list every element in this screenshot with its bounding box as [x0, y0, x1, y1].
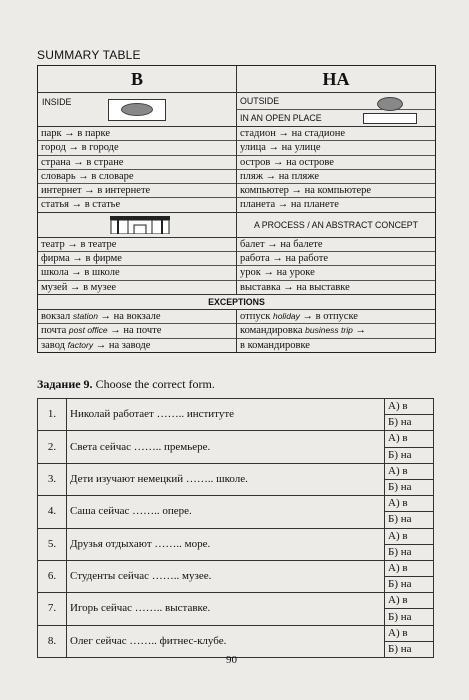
exercise-row: [38, 593, 434, 609]
list-item: словарь → в словаре: [38, 169, 236, 183]
list-item: планета → на планете: [237, 197, 435, 211]
exercise-number: 5.: [38, 528, 67, 560]
list-item: завод factory → на заводе: [38, 338, 236, 352]
option-b[interactable]: Б) на: [385, 577, 434, 593]
open-place-label: IN AN OPEN PLACE: [240, 113, 322, 123]
group1-right: [237, 127, 435, 212]
list-item: работа → на работе: [237, 251, 435, 265]
list-item: город → в городе: [38, 140, 236, 154]
list-item: страна → в стране: [38, 155, 236, 169]
exceptions-row: [38, 309, 435, 352]
task-instruction: Choose the correct form.: [92, 377, 215, 391]
list-item: в командировке: [237, 338, 435, 352]
exercise-number: 7.: [38, 593, 67, 625]
option-a[interactable]: А) в: [385, 399, 434, 415]
list-item: остров → на острове: [237, 155, 435, 169]
outside-label: OUTSIDE: [240, 96, 280, 106]
list-item: фирма → в фирме: [38, 251, 236, 265]
task-label: Задание 9.: [37, 377, 93, 391]
exercise-row: [38, 463, 434, 479]
inside-outside-row: [38, 92, 435, 126]
list-item: балет → на балете: [240, 238, 323, 250]
list-item: парк → в парке: [41, 128, 110, 139]
task-heading: [37, 377, 215, 392]
list-item: почта post office → на почте: [38, 323, 236, 337]
exceptions-left: [38, 310, 237, 352]
exercise-row: [38, 528, 434, 544]
list-item: пляж → на пляже: [237, 169, 435, 183]
group2-left: [38, 238, 237, 294]
inside-caption: [38, 93, 237, 126]
option-b[interactable]: Б) на: [385, 609, 434, 625]
exercise-row: [38, 625, 434, 641]
exercise-number: 8.: [38, 625, 67, 657]
exercise-sentence: Студенты сейчас …….. музее.: [67, 560, 385, 592]
list-item: выставка → на выставке: [237, 280, 435, 294]
page-number: 90: [226, 654, 237, 666]
option-b[interactable]: Б) на: [385, 479, 434, 495]
exercise-number: 3.: [38, 463, 67, 495]
list-item: улица → на улице: [237, 140, 435, 154]
summary-header-row: [38, 66, 435, 92]
list-item: статья → в статье: [38, 197, 236, 211]
option-b[interactable]: Б) на: [385, 447, 434, 463]
open-place-ellipse-icon: [377, 97, 403, 111]
list-item: интернет → в интернете: [38, 183, 236, 197]
exercise-sentence: Саша сейчас …….. опере.: [67, 496, 385, 528]
list-item: компьютер → на компьютере: [237, 183, 435, 197]
list-item: урок → на уроке: [237, 265, 435, 279]
list-item: стадион → на стадионе: [240, 128, 346, 139]
list-item: командировка business trip →: [237, 323, 435, 337]
group1-row: [38, 126, 435, 212]
open-place-rect-icon: [363, 113, 417, 124]
option-a[interactable]: А) в: [385, 431, 434, 447]
inside-label: INSIDE: [42, 97, 72, 107]
option-a[interactable]: А) в: [385, 463, 434, 479]
exceptions-header-row: [38, 294, 435, 309]
group2-right: [237, 238, 435, 294]
list-item: вокзал station → на вокзале: [41, 310, 161, 322]
inside-box-icon: [108, 99, 166, 121]
list-item: школа → в школе: [38, 265, 236, 279]
exercise-row: [38, 431, 434, 447]
exercise-number: 4.: [38, 496, 67, 528]
exercise-sentence: Света сейчас …….. премьере.: [67, 431, 385, 463]
list-item: музей → в музее: [38, 280, 236, 294]
option-a[interactable]: А) в: [385, 625, 434, 641]
summary-title: SUMMARY TABLE: [37, 48, 141, 62]
group1-left: [38, 127, 237, 212]
exercise-row: [38, 560, 434, 576]
option-b[interactable]: Б) на: [385, 512, 434, 528]
option-a[interactable]: А) в: [385, 528, 434, 544]
process-caption: A PROCESS / AN ABSTRACT CONCEPT: [253, 219, 419, 230]
exercise-row: [38, 496, 434, 512]
building-process-row: [38, 212, 435, 237]
group2-row: [38, 237, 435, 294]
summary-table: [37, 65, 436, 353]
exercise-sentence: Олег сейчас …….. фитнес-клубе.: [67, 625, 385, 657]
column-na-header: НА: [322, 68, 350, 89]
list-item: театр → в театре: [41, 238, 117, 250]
exercise-sentence: Дети изучают немецкий …….. школе.: [67, 463, 385, 495]
option-a[interactable]: А) в: [385, 593, 434, 609]
exceptions-label: EXCEPTIONS: [208, 296, 265, 307]
exercise-sentence: Игорь сейчас …….. выставке.: [67, 593, 385, 625]
exercise-table: [37, 398, 434, 658]
list-item: отпуск holiday → в отпуске: [240, 310, 358, 322]
option-b[interactable]: Б) на: [385, 415, 434, 431]
exercise-number: 2.: [38, 431, 67, 463]
option-b[interactable]: Б) на: [385, 641, 434, 657]
option-a[interactable]: А) в: [385, 560, 434, 576]
option-a[interactable]: А) в: [385, 496, 434, 512]
exercise-row: [38, 399, 434, 415]
exercise-sentence: Николай работает …….. институте: [67, 399, 385, 431]
building-icon: [110, 216, 170, 234]
outside-caption: [237, 93, 435, 126]
exceptions-right: [237, 310, 435, 352]
exercise-number: 6.: [38, 560, 67, 592]
column-v-header: В: [38, 66, 237, 92]
option-b[interactable]: Б) на: [385, 544, 434, 560]
exercise-sentence: Друзья отдыхают …….. море.: [67, 528, 385, 560]
exercise-number: 1.: [38, 399, 67, 431]
building-caption: [38, 213, 237, 237]
